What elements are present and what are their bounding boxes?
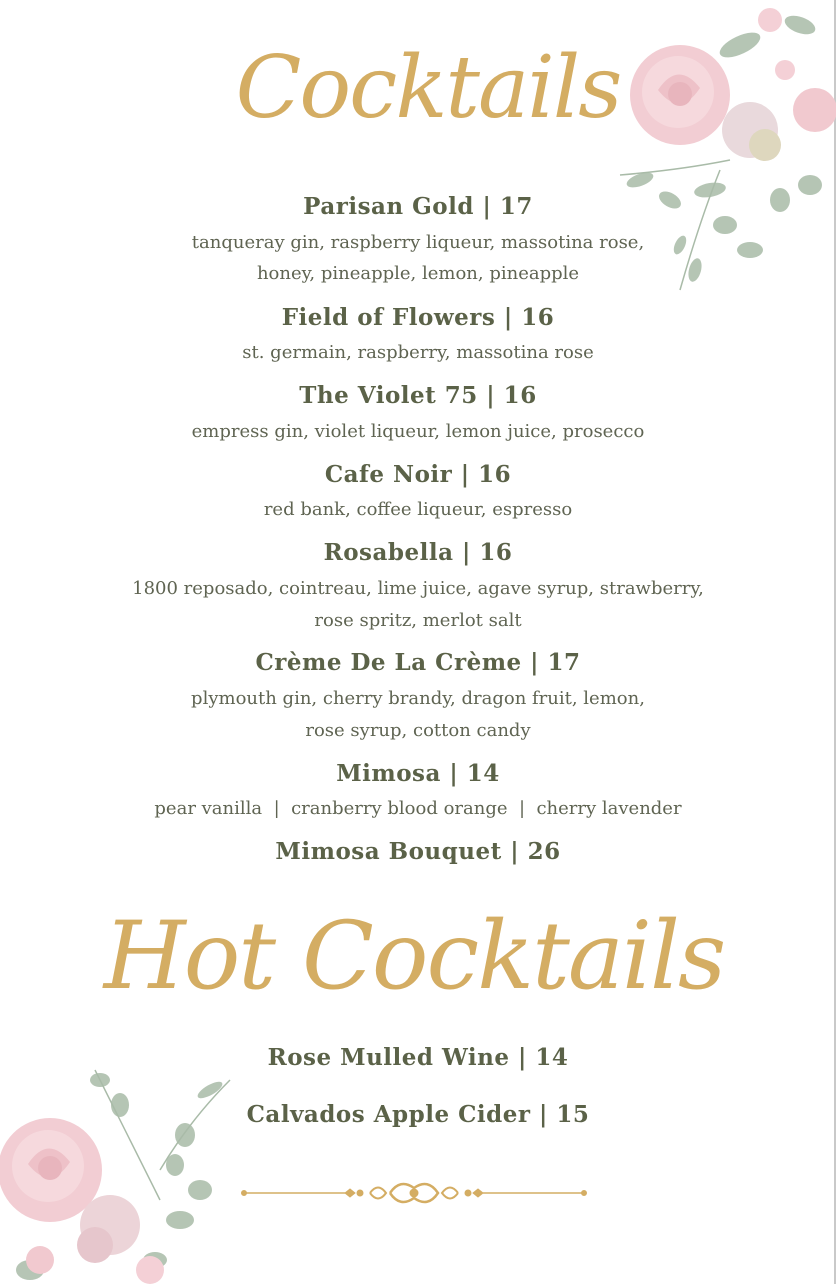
drink-desc: rose syrup, cotton candy [305,720,531,741]
drink-desc: red bank, coffee liqueur, espresso [263,499,573,520]
drink-desc: plymouth gin, cherry brandy, dragon fruit, lemon, [191,688,645,709]
floral-bottom-left [0,1060,240,1284]
cocktails-heading: Cocktails [235,38,621,138]
hot-cocktails-heading: Hot Cocktails [103,902,725,1011]
drink-desc: empress gin, violet liqueur, lemon juice, prosecco [191,421,645,442]
drink-name: Rose Mulled Wine | 14 [267,1044,569,1071]
drink-desc: tanqueray gin, raspberry liqueur, massotina rose, [191,232,645,253]
drink-desc: rose spritz, merlot salt [314,610,522,631]
drink-name: Parisan Gold | 17 [303,193,533,220]
drink-name: Rosabella | 16 [323,539,513,566]
drink-name: Mimosa | 14 [336,760,500,787]
drink-name: Cafe Noir | 16 [324,461,512,488]
drink-name: Field of Flowers | 16 [281,304,555,331]
drink-name: Mimosa Bouquet | 26 [275,838,561,865]
drink-desc: 1800 reposado, cointreau, lime juice, agave syrup, strawberry, [132,578,704,599]
drink-name: The Violet 75 | 16 [299,382,537,409]
drink-desc: pear vanilla | cranberry blood orange | cherry lavender [154,798,682,819]
drink-desc: honey, pineapple, lemon, pineapple [256,263,580,284]
ornamental-divider [240,1178,588,1208]
drink-desc: st. germain, raspberry, massotina rose [242,342,594,363]
drink-name: Calvados Apple Cider | 15 [246,1101,590,1128]
drink-name: Crème De La Crème | 17 [255,649,581,676]
